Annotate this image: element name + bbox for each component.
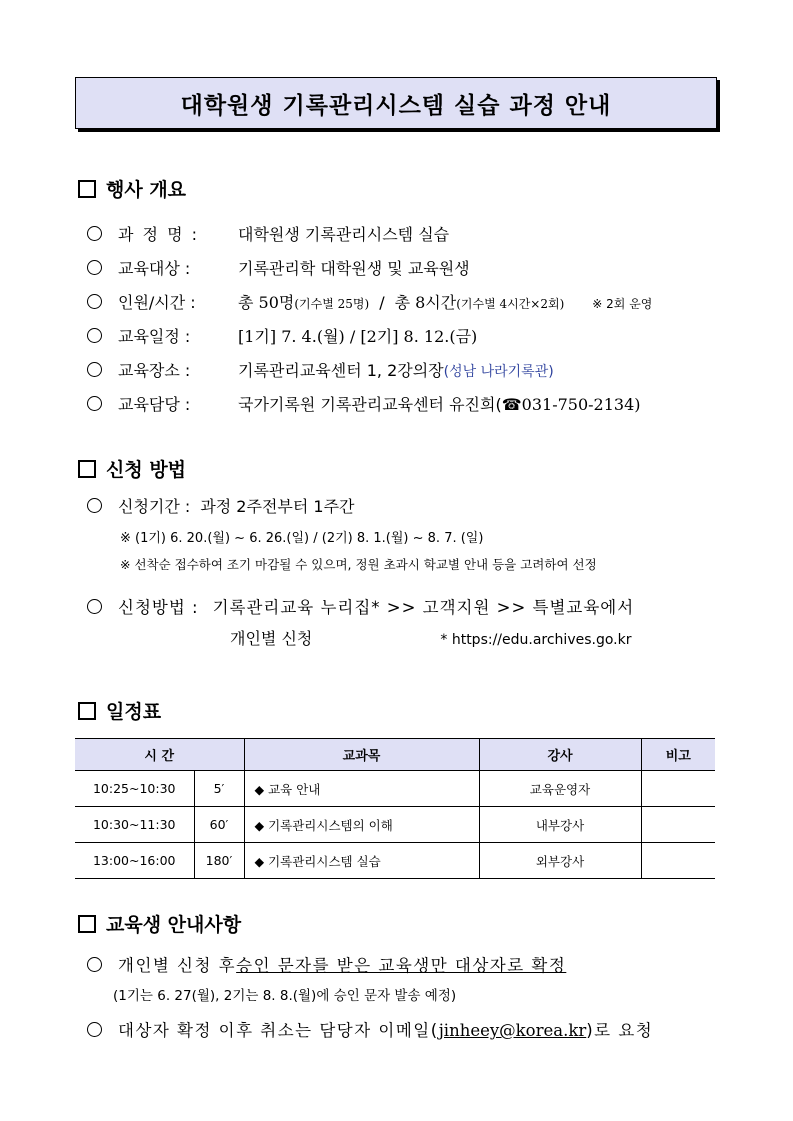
overview-target: [87, 256, 470, 279]
notice-text-end: )로 요청: [586, 1021, 654, 1040]
section-notice-heading: [78, 910, 241, 937]
cell-subject: ◆ 교육 안내: [244, 771, 479, 807]
table-row: [75, 843, 715, 879]
checkbox-square-icon: [78, 702, 96, 720]
item-value-2: 개인별 신청: [230, 629, 313, 648]
circle-bullet-icon: [87, 957, 102, 972]
item-label: 인원/시간 :: [118, 293, 196, 312]
overview-people: [87, 290, 652, 313]
contact-email[interactable]: jinheey@korea.kr: [438, 1021, 587, 1040]
notice-emphasis: 승인 문자를 받은 교육생만 대상자로 확정: [236, 956, 567, 975]
item-value: 기록관리학 대학원생 및 교육원생: [238, 259, 470, 278]
cell-note: [641, 843, 715, 879]
item-value: 국가기록원 기록관리교육센터 유진희(: [238, 395, 502, 414]
circle-bullet-icon: [87, 599, 102, 614]
cell-subject: ◆ 기록관리시스템의 이해: [244, 807, 479, 843]
cell-duration: 60′: [194, 807, 244, 843]
overview-schedule: [87, 324, 477, 347]
place-sub: (성남 나라기록관): [443, 364, 554, 380]
apply-method-line2: [230, 626, 631, 649]
total-hours-sub: (기수별 4시간×2회): [456, 297, 565, 311]
page-title: 대학원생 기록관리시스템 실습 과정 안내: [75, 77, 717, 129]
separator: /: [379, 293, 385, 312]
circle-bullet-icon: [87, 260, 102, 275]
table-header-row: [75, 739, 715, 771]
circle-bullet-icon: [87, 328, 102, 343]
circle-bullet-icon: [87, 294, 102, 309]
section-title: 교육생 안내사항: [106, 914, 242, 936]
item-value: 기록관리교육 누리집* >> 고객지원 >> 특별교육에서: [212, 598, 635, 617]
timetable: [75, 738, 715, 879]
notice-text: 대상자 확정 이후 취소는 담당자 이메일(: [118, 1021, 439, 1040]
header-teacher: 강사: [479, 739, 641, 771]
total-hours: 총 8시간: [394, 293, 457, 312]
cell-time: 13:00~16:00: [75, 843, 194, 879]
section-timetable-heading: [78, 697, 161, 724]
run-note: ※ 2회 운영: [592, 297, 653, 311]
cell-duration: 180′: [194, 843, 244, 879]
cell-teacher: 내부강사: [479, 807, 641, 843]
notice-item-2: [87, 1017, 653, 1041]
section-title: 행사 개요: [106, 179, 187, 201]
circle-bullet-icon: [87, 226, 102, 241]
cell-time: 10:25~10:30: [75, 771, 194, 807]
apply-note-selection: ※ 선착순 접수하여 조기 마감될 수 있으며, 정원 초과시 학교별 안내 등을 고려하여 선정: [120, 557, 597, 572]
checkbox-square-icon: [78, 915, 96, 933]
section-apply-heading: [78, 455, 186, 482]
cell-note: [641, 771, 715, 807]
table-row: [75, 771, 715, 807]
cell-teacher: 외부강사: [479, 843, 641, 879]
section-title: 신청 방법: [106, 459, 187, 481]
table-row: [75, 807, 715, 843]
item-value: [1기] 7. 4.(월) / [2기] 8. 12.(금): [238, 327, 478, 346]
section-title: 일정표: [106, 701, 162, 723]
item-label: 교육담당 :: [118, 395, 191, 414]
circle-bullet-icon: [87, 396, 102, 411]
people-count-sub: (기수별 25명): [294, 297, 370, 311]
circle-bullet-icon: [87, 1022, 102, 1037]
contact-phone: ☎031-750-2134): [501, 395, 641, 414]
cell-teacher: 교육운영자: [479, 771, 641, 807]
item-label: 교육장소 :: [118, 361, 191, 380]
header-time: 시 간: [75, 739, 244, 771]
apply-period: [87, 494, 355, 517]
cell-subject: ◆ 기록관리시스템 실습: [244, 843, 479, 879]
notice-item-1-note: (1기는 6. 27(월), 2기는 8. 8.(월)에 승인 문자 발송 예정): [113, 988, 457, 1004]
item-label: 신청방법 :: [118, 598, 199, 617]
cell-duration: 5′: [194, 771, 244, 807]
apply-note-dates: ※ (1기) 6. 20.(월) ~ 6. 26.(일) / (2기) 8. 1.(월) ~ 8. 7. (일): [120, 531, 484, 546]
circle-bullet-icon: [87, 362, 102, 377]
people-count: 총 50명: [238, 293, 295, 312]
item-label: 과 정 명 :: [118, 225, 200, 244]
item-value: 기록관리교육센터 1, 2강의장: [238, 361, 444, 380]
overview-place: [87, 358, 554, 381]
item-value: 대학원생 기록관리시스템 실습: [238, 225, 450, 244]
apply-method: [87, 594, 634, 618]
item-label: 교육일정 :: [118, 327, 191, 346]
notice-item-1: [87, 952, 566, 976]
cell-time: 10:30~11:30: [75, 807, 194, 843]
circle-bullet-icon: [87, 498, 102, 513]
checkbox-square-icon: [78, 460, 96, 478]
notice-text: 개인별 신청 후: [118, 956, 237, 975]
section-overview-heading: [78, 175, 186, 202]
checkbox-square-icon: [78, 180, 96, 198]
overview-course: [87, 222, 449, 245]
header-subject: 교과목: [244, 739, 479, 771]
header-note: 비고: [641, 739, 715, 771]
item-label: 교육대상 :: [118, 259, 191, 278]
cell-note: [641, 807, 715, 843]
site-link[interactable]: * https://edu.archives.go.kr: [440, 632, 632, 648]
item-value: 과정 2주전부터 1주간: [200, 497, 355, 516]
item-label: 신청기간 :: [118, 497, 191, 516]
overview-contact: [87, 392, 641, 415]
